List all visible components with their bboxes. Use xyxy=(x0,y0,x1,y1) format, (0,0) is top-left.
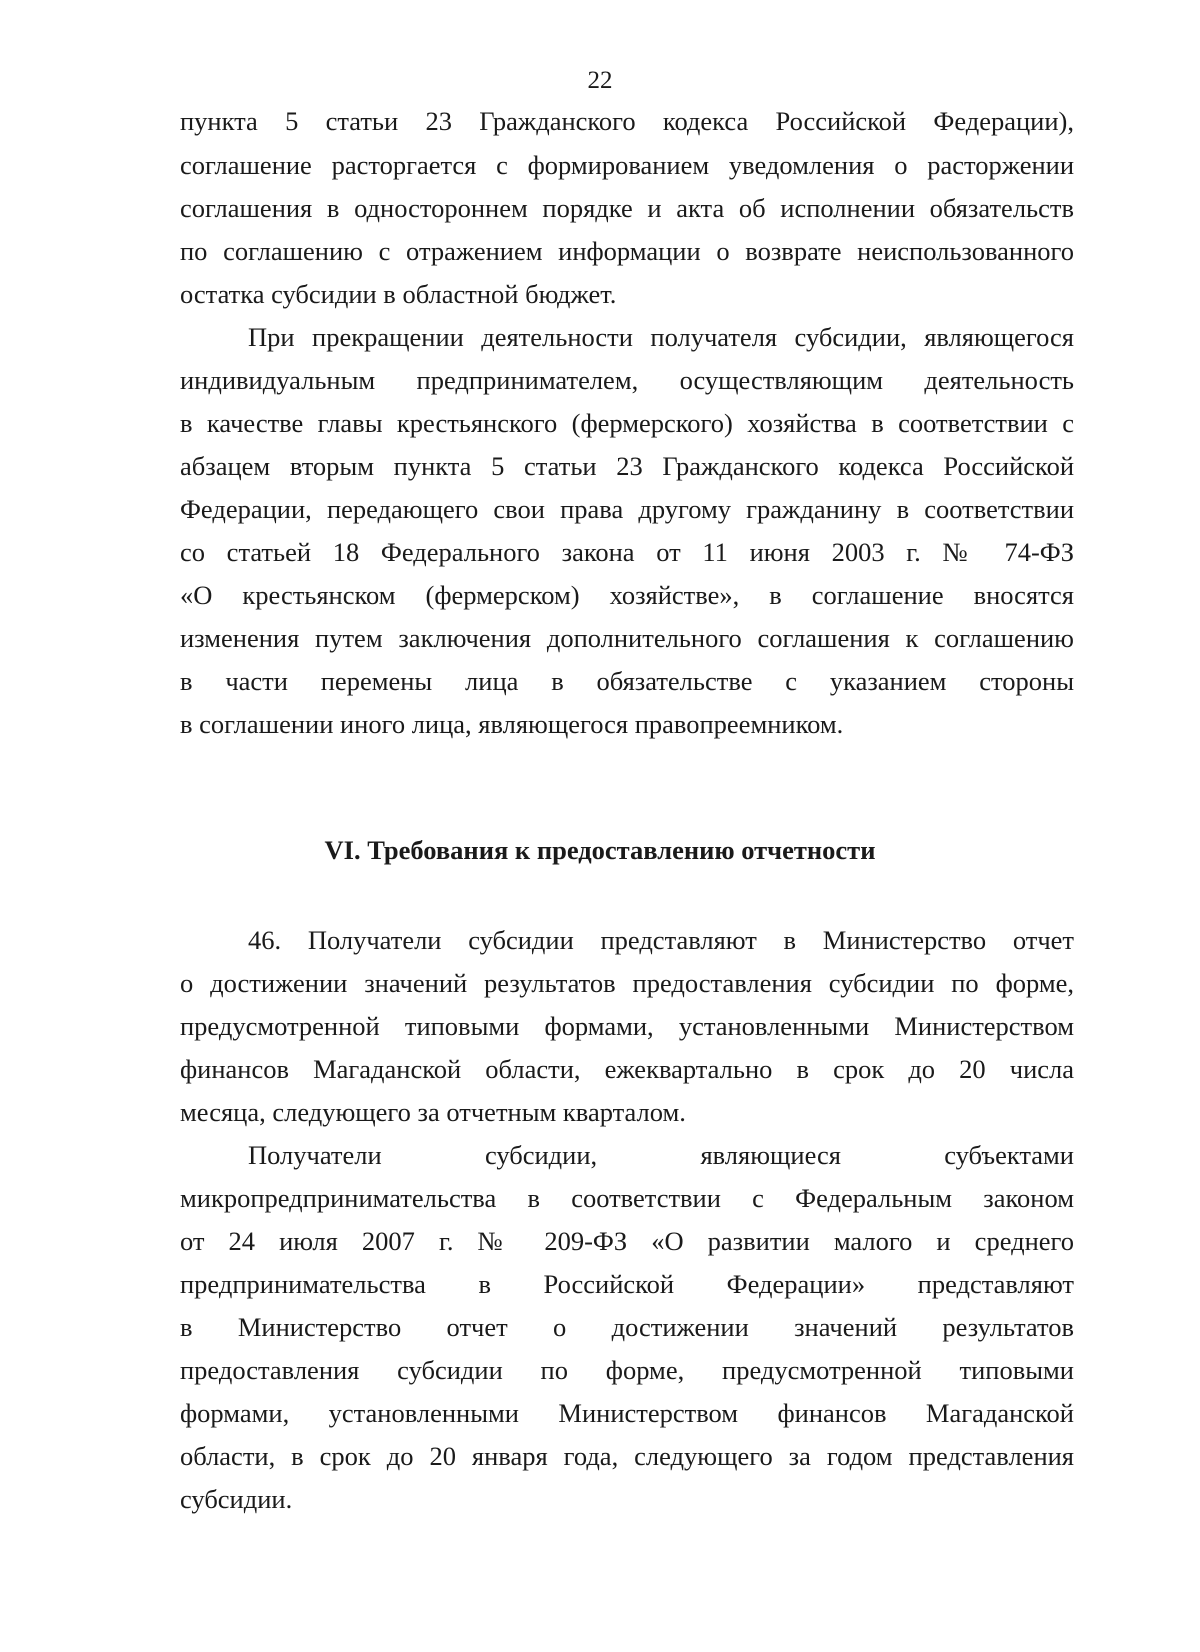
text-line: формами, установленными Министерством финансов Магаданской xyxy=(180,1398,1074,1428)
text-line: финансов Магаданской области, ежеквартально в срок до 20 числа xyxy=(180,1054,1074,1084)
text-line: месяца, следующего за отчетным кварталом. xyxy=(180,1097,686,1127)
text-line: пункта 5 статьи 23 Гражданского кодекса Российской Федерации), xyxy=(180,106,1074,136)
text-line: индивидуальным предпринимателем, осуществляющим деятельность xyxy=(180,365,1074,395)
text-line: микропредпринимательства в соответствии с Федеральным законом xyxy=(180,1183,1074,1213)
text-line: Федерации, передающего свои права другому гражданину в соответствии xyxy=(180,494,1074,524)
text-line: соглашения в одностороннем порядке и акта об исполнении обязательств xyxy=(180,193,1074,223)
text-line: в Министерство отчет о достижении значений результатов xyxy=(180,1312,1074,1342)
text-line: в части перемены лица в обязательстве с указанием стороны xyxy=(180,666,1074,696)
text-line: При прекращении деятельности получателя субсидии, являющегося xyxy=(248,322,1074,352)
text-line: по соглашению с отражением информации о возврате неиспользованного xyxy=(180,236,1074,266)
text-line: остатка субсидии в областной бюджет. xyxy=(180,279,617,309)
text-line: Получатели субсидии, являющиеся субъектами xyxy=(248,1140,1074,1170)
text-line: в качестве главы крестьянского (фермерского) хозяйства в соответствии с xyxy=(180,408,1074,438)
text-line: «О крестьянском (фермерском) хозяйстве», в соглашение вносятся xyxy=(180,580,1074,610)
text-line: от 24 июля 2007 г. № 209-ФЗ «О развитии малого и среднего xyxy=(180,1226,1074,1256)
text-line: области, в срок до 20 января года, следующего за годом представления xyxy=(180,1441,1074,1471)
page-number: 22 xyxy=(587,67,613,94)
text-line: предусмотренной типовыми формами, установленными Министерством xyxy=(180,1011,1074,1041)
text-line: абзацем вторым пункта 5 статьи 23 Гражданского кодекса Российской xyxy=(180,451,1074,481)
section-heading: VI. Требования к предоставлению отчетности xyxy=(324,835,876,865)
text-line: субсидии. xyxy=(180,1484,293,1514)
text-line: предпринимательства в Российской Федерации» представляют xyxy=(180,1269,1074,1299)
text-line: со статьей 18 Федерального закона от 11 июня 2003 г. № 74-ФЗ xyxy=(180,537,1074,567)
text-line: 46. Получатели субсидии представляют в Министерство отчет xyxy=(248,925,1074,955)
text-line: изменения путем заключения дополнительного соглашения к соглашению xyxy=(180,623,1074,653)
text-line: о достижении значений результатов предоставления субсидии по форме, xyxy=(180,968,1074,998)
text-line: предоставления субсидии по форме, предусмотренной типовыми xyxy=(180,1355,1074,1385)
text-line: соглашение расторгается с формированием уведомления о расторжении xyxy=(180,150,1074,180)
text-line: в соглашении иного лица, являющегося правопреемником. xyxy=(180,709,844,739)
